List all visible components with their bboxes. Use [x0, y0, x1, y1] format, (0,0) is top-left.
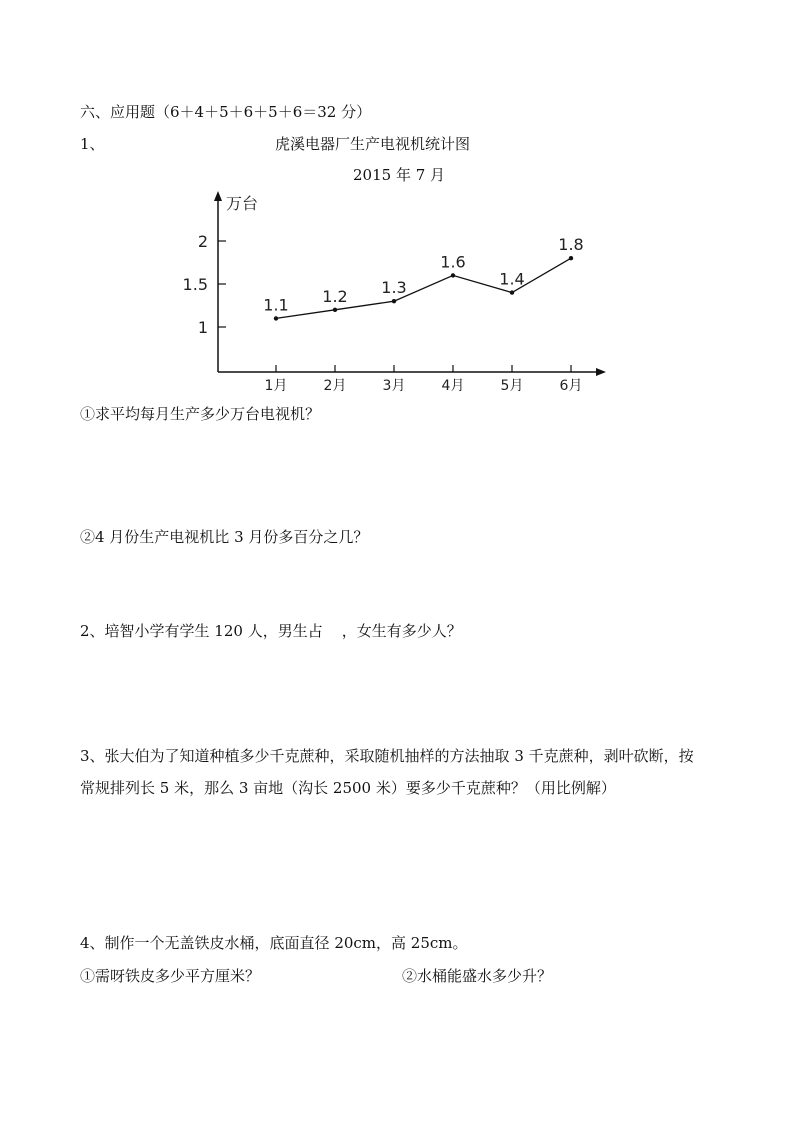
- question-1-sub2: ②4 月份生产电视机比 3 月份多百分之几？: [80, 528, 369, 546]
- data-point: [510, 290, 514, 294]
- x-tick-label: 2月: [323, 378, 347, 394]
- chart-subtitle: 2015 年 7 月: [353, 166, 446, 184]
- y-axis-label: 万台: [226, 194, 259, 213]
- data-point: [333, 308, 337, 312]
- question-4-line1: 4、制作一个无盖铁皮水桶，底面直径 20cm，高 25cm。: [80, 934, 468, 952]
- question-1-number: 1、: [80, 135, 105, 153]
- question-4-sub2: ②水桶能盛水多少升？: [402, 967, 553, 985]
- data-point: [392, 299, 396, 303]
- x-tick-label: 6月: [559, 378, 583, 394]
- data-label: 1.2: [322, 286, 348, 306]
- data-label: 1.8: [558, 235, 584, 255]
- section-title: 六、应用题（6＋4＋5＋6＋5＋6＝32 分）: [80, 103, 372, 121]
- question-1-sub1: ①求平均每月生产多少万台电视机？: [80, 405, 321, 423]
- x-tick-label: 3月: [382, 378, 406, 394]
- y-axis-arrow: [214, 191, 222, 201]
- data-point: [451, 273, 455, 277]
- line-chart: [180, 185, 620, 395]
- x-tick-label: 5月: [500, 378, 524, 394]
- series-line: [276, 258, 571, 318]
- y-tick-label: 1.5: [182, 275, 208, 294]
- data-point: [569, 256, 573, 260]
- x-tick-label: 1月: [264, 378, 288, 394]
- x-tick-label: 4月: [441, 378, 465, 394]
- question-3-line1: 3、张大伯为了知道种植多少千克蔗种，采取随机抽样的方法抽取 3 千克蔗种，剥叶砍断，按: [80, 747, 694, 765]
- data-label: 1.1: [263, 295, 289, 315]
- question-4-sub1: ①需呀铁皮多少平方厘米？: [80, 967, 261, 985]
- y-tick-label: 2: [197, 232, 208, 251]
- x-axis-arrow: [596, 368, 606, 376]
- data-label: 1.6: [440, 252, 466, 272]
- data-label: 1.4: [499, 269, 525, 289]
- question-3-line2: 常规排列长 5 米，那么 3 亩地（沟长 2500 米）要多少千克蔗种？（用比例解）: [80, 779, 616, 797]
- data-point: [274, 316, 278, 320]
- data-label: 1.3: [381, 278, 407, 298]
- chart-title: 虎溪电器厂生产电视机统计图: [275, 135, 471, 153]
- y-tick-label: 1: [197, 318, 208, 337]
- question-2: 2、培智小学有学生 120 人，男生占 ，女生有多少人？: [80, 622, 462, 640]
